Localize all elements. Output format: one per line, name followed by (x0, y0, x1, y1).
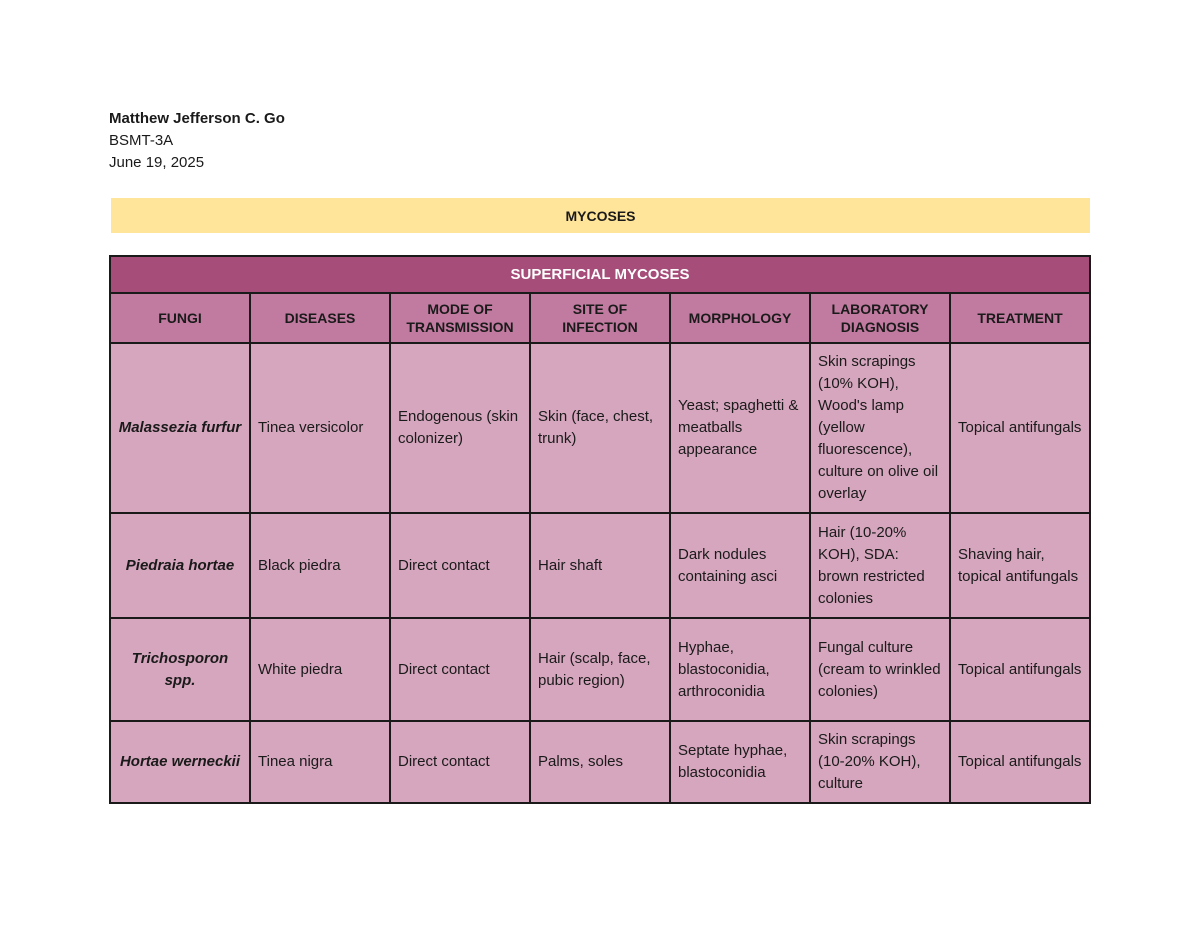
cell-treatment: Topical antifungals (950, 618, 1090, 721)
table-title: SUPERFICIAL MYCOSES (110, 256, 1090, 293)
cell-morphology: Dark nodules containing asci (670, 513, 810, 618)
cell-site-of-infection: Skin (face, chest, trunk) (530, 343, 670, 513)
cell-laboratory-diagnosis: Hair (10-20% KOH), SDA: brown restricted colonies (810, 513, 950, 618)
document-date: June 19, 2025 (109, 154, 205, 171)
cell-mode-of-transmission: Endogenous (skin colonizer) (390, 343, 530, 513)
cell-morphology: Septate hyphae, blastoconidia (670, 721, 810, 803)
superficial-mycoses-table (109, 255, 1091, 804)
table-row (110, 721, 1090, 803)
cell-diseases: Tinea versicolor (250, 343, 390, 513)
column-header-fungi: FUNGI (110, 293, 250, 343)
column-header-site-of-infection: SITE OF INFECTION (530, 293, 670, 343)
cell-fungi: Hortae werneckii (110, 721, 250, 803)
column-header-laboratory-diagnosis: LABORATORY DIAGNOSIS (810, 293, 950, 343)
cell-fungi: Malassezia furfur (110, 343, 250, 513)
cell-laboratory-diagnosis: Fungal culture (cream to wrinkled colonies) (810, 618, 950, 721)
table-title-row (110, 256, 1090, 293)
document-header (109, 108, 285, 174)
cell-morphology: Hyphae, blastoconidia, arthroconidia (670, 618, 810, 721)
cell-treatment: Topical antifungals (950, 343, 1090, 513)
cell-fungi: Piedraia hortae (110, 513, 250, 618)
cell-mode-of-transmission: Direct contact (390, 618, 530, 721)
cell-diseases: White piedra (250, 618, 390, 721)
author-section: BSMT-3A (109, 132, 174, 149)
column-header-diseases: DISEASES (250, 293, 390, 343)
cell-diseases: Tinea nigra (250, 721, 390, 803)
column-header-mode-of-transmission: MODE OF TRANSMISSION (390, 293, 530, 343)
cell-fungi: Trichosporon spp. (110, 618, 250, 721)
column-header-morphology: MORPHOLOGY (670, 293, 810, 343)
table-row (110, 513, 1090, 618)
cell-laboratory-diagnosis: Skin scrapings (10-20% KOH), culture (810, 721, 950, 803)
cell-treatment: Shaving hair, topical antifungals (950, 513, 1090, 618)
mycoses-banner (111, 198, 1090, 233)
cell-mode-of-transmission: Direct contact (390, 513, 530, 618)
cell-laboratory-diagnosis: Skin scrapings (10% KOH), Wood's lamp (yellow fluorescence), culture on olive oil overlay (810, 343, 950, 513)
table-header-row (110, 293, 1090, 343)
cell-site-of-infection: Hair shaft (530, 513, 670, 618)
cell-site-of-infection: Palms, soles (530, 721, 670, 803)
cell-mode-of-transmission: Direct contact (390, 721, 530, 803)
cell-site-of-infection: Hair (scalp, face, pubic region) (530, 618, 670, 721)
column-header-treatment: TREATMENT (950, 293, 1090, 343)
cell-treatment: Topical antifungals (950, 721, 1090, 803)
cell-morphology: Yeast; spaghetti & meatballs appearance (670, 343, 810, 513)
banner-title: MYCOSES (565, 207, 636, 224)
author-name: Matthew Jefferson C. Go (109, 110, 285, 127)
table-row (110, 618, 1090, 721)
table-row (110, 343, 1090, 513)
cell-diseases: Black piedra (250, 513, 390, 618)
